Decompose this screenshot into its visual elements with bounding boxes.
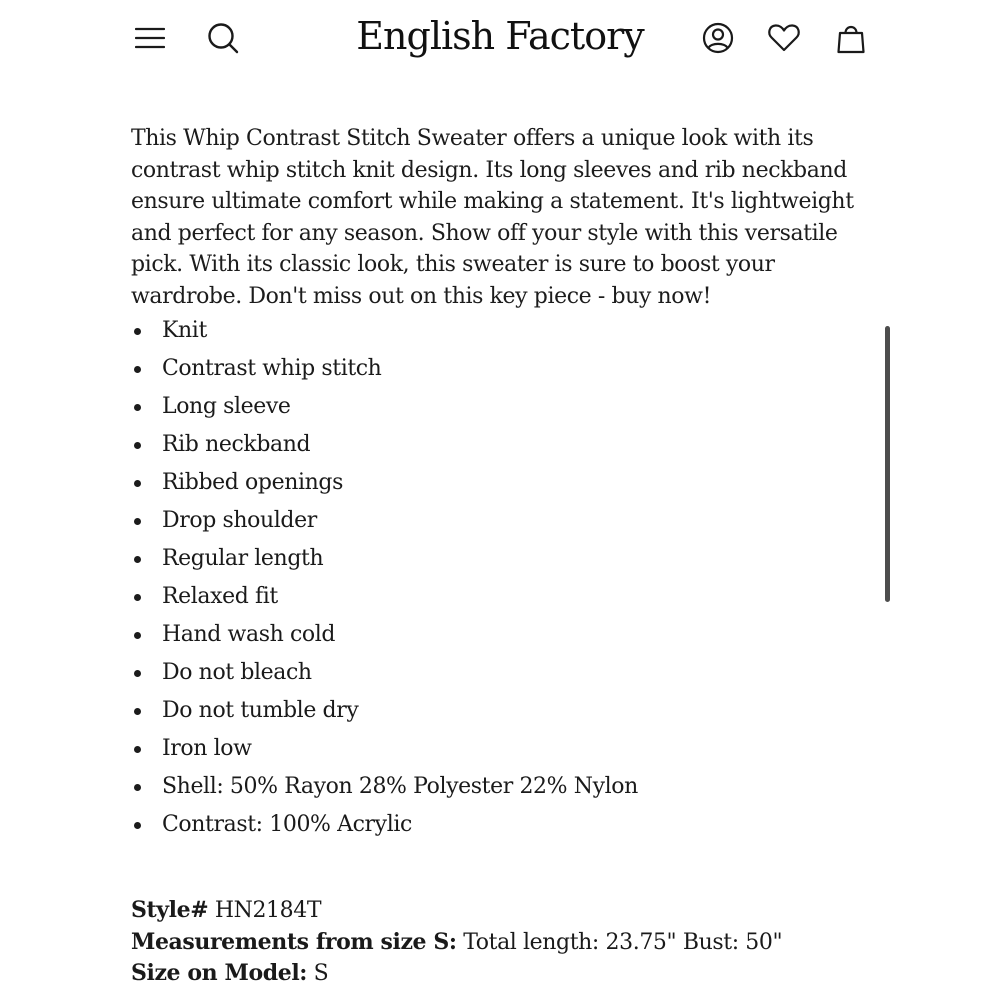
list-item: Knit xyxy=(131,312,871,350)
list-item: Long sleeve xyxy=(131,388,871,426)
bullet-icon xyxy=(134,670,141,677)
site-header xyxy=(0,0,1000,80)
bullet-icon xyxy=(134,480,141,487)
bullet-icon xyxy=(134,708,141,715)
list-item: Drop shoulder xyxy=(131,502,871,540)
hamburger-menu-icon[interactable] xyxy=(130,18,170,58)
measurements-label: Measurements from size S: xyxy=(131,928,457,955)
bullet-icon xyxy=(134,442,141,449)
bullet-icon xyxy=(134,366,141,373)
bullet-icon xyxy=(134,328,141,335)
model-size-label: Size on Model: xyxy=(131,960,308,986)
bullet-icon xyxy=(134,746,141,753)
list-item: Do not tumble dry xyxy=(131,692,871,730)
bullet-icon xyxy=(134,822,141,829)
list-item: Relaxed fit xyxy=(131,578,871,616)
bullet-icon xyxy=(134,784,141,791)
bullet-icon xyxy=(134,518,141,525)
bullet-icon xyxy=(134,594,141,601)
style-number-row xyxy=(131,895,891,927)
feature-list xyxy=(131,312,871,844)
list-item: Shell: 50% Rayon 28% Polyester 22% Nylon xyxy=(131,768,871,806)
bullet-icon xyxy=(134,404,141,411)
product-details xyxy=(131,123,871,844)
list-item: Contrast: 100% Acrylic xyxy=(131,806,871,844)
list-item: Iron low xyxy=(131,730,871,768)
site-logo[interactable]: English Factory xyxy=(356,14,644,58)
product-description: This Whip Contrast Stitch Sweater offers a unique look with its contrast whip stitch knit design. Its long sleeves and rib neckband ensure ultimate comfort while making a statement. It's lightweight and perfect for any season. Show off your style with this versatile pick. With its classic look, this sweater is sure to boost your wardrobe. Don't miss out on this key piece - buy now! xyxy=(131,126,854,309)
heart-icon[interactable] xyxy=(764,18,804,58)
list-item: Ribbed openings xyxy=(131,464,871,502)
measurements-row xyxy=(131,927,891,959)
measurements-value: Total length: 23.75" Bust: 50" xyxy=(463,929,783,955)
list-item: Hand wash cold xyxy=(131,616,871,654)
list-item: Do not bleach xyxy=(131,654,871,692)
product-specs xyxy=(131,895,891,990)
account-icon[interactable] xyxy=(698,18,738,58)
style-value: HN2184T xyxy=(214,898,322,923)
style-label: Style# xyxy=(131,897,209,923)
bullet-icon xyxy=(134,556,141,563)
bullet-icon xyxy=(134,632,141,639)
search-icon[interactable] xyxy=(203,18,243,58)
model-size-value: S xyxy=(313,961,329,986)
scrollbar[interactable] xyxy=(885,326,890,602)
model-size-row xyxy=(131,958,891,990)
list-item: Regular length xyxy=(131,540,871,578)
shopping-bag-icon[interactable] xyxy=(831,18,871,58)
list-item: Contrast whip stitch xyxy=(131,350,871,388)
list-item: Rib neckband xyxy=(131,426,871,464)
